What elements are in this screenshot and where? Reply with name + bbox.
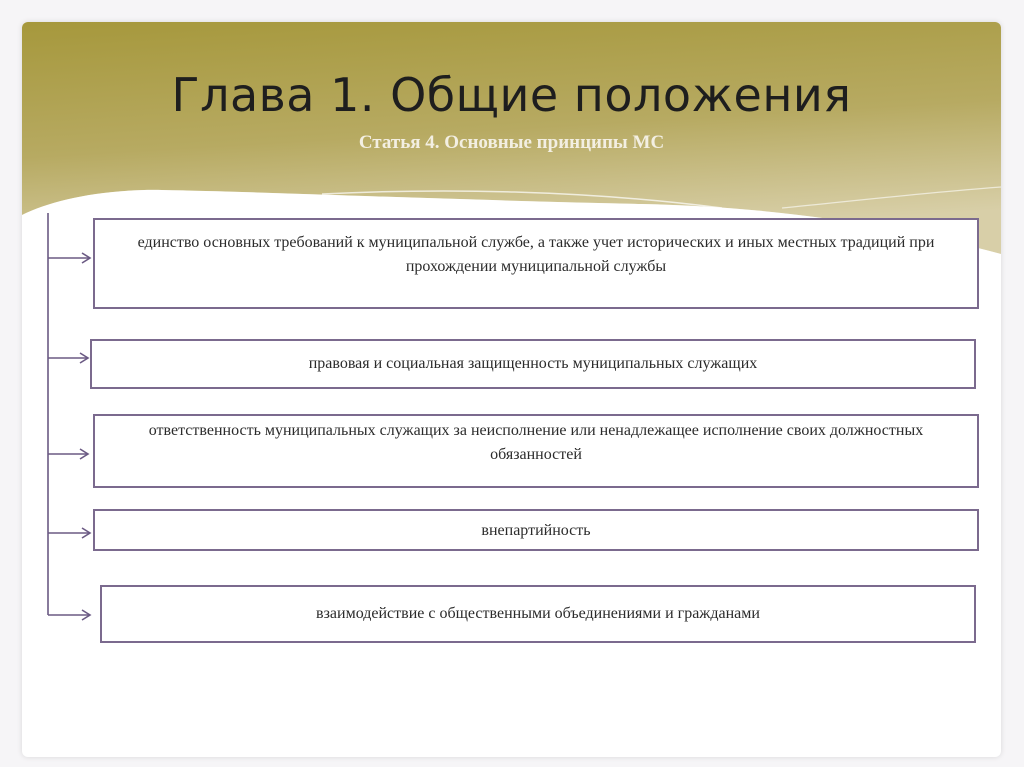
principle-box-responsibility: ответственность муниципальных служащих за неисполнение или ненадлежащее исполнение своих должностных обязанностей xyxy=(93,414,979,488)
arrow-3 xyxy=(48,449,88,459)
principle-box-unity: единство основных требований к муниципальной службе, а также учет исторических и иных местных традиций при прохождении муниципальной службы xyxy=(93,218,979,309)
principle-box-nonpartisanship: внепартийность xyxy=(93,509,979,551)
arrow-1 xyxy=(48,253,90,263)
arrow-4 xyxy=(48,528,90,538)
principle-box-protection: правовая и социальная защищенность муниципальных служащих xyxy=(90,339,976,389)
arrow-2 xyxy=(48,353,88,363)
page-subtitle: Статья 4. Основные принципы МС xyxy=(358,132,665,153)
arrow-5 xyxy=(48,610,90,620)
principle-box-interaction: взаимодействие с общественными объединениями и гражданами xyxy=(100,585,976,643)
page-title: Глава 1. Общие положения xyxy=(171,68,852,122)
